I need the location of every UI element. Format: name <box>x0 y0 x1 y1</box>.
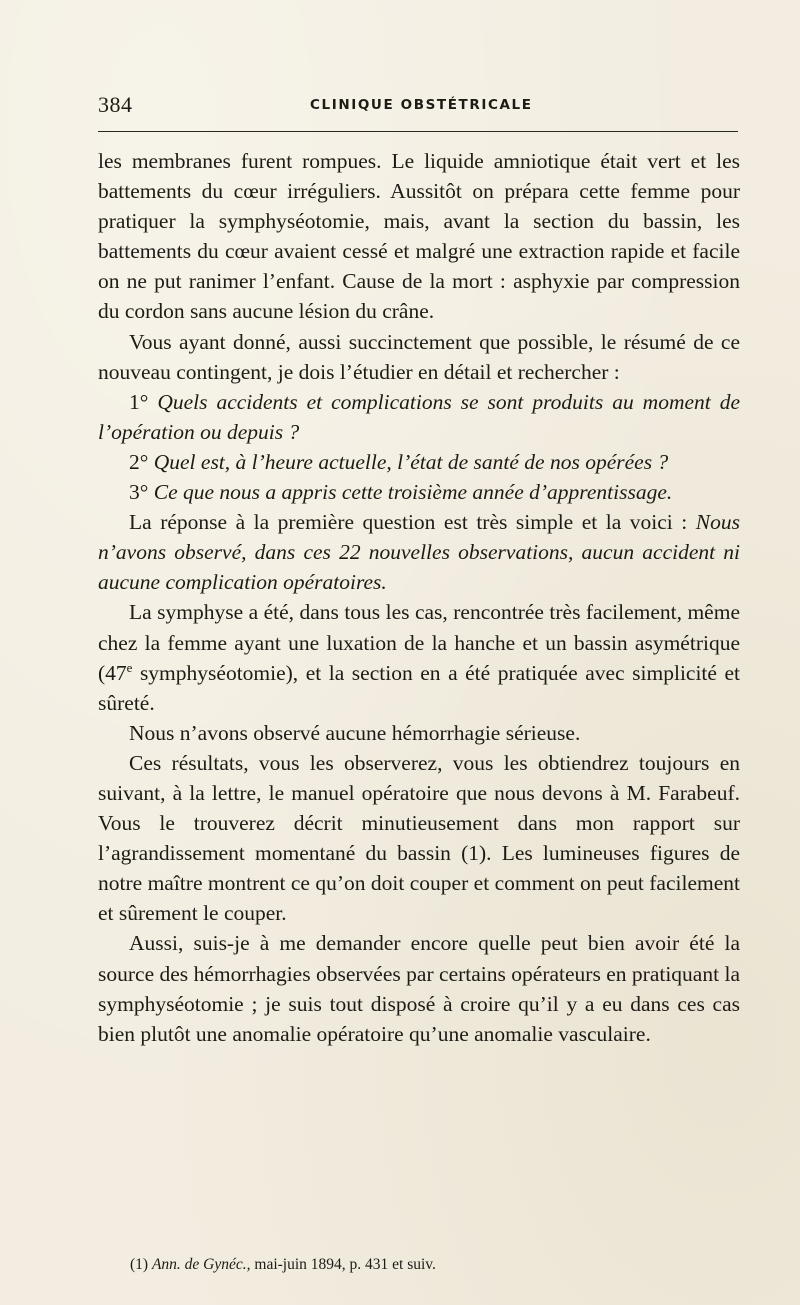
paragraph-answer <box>98 507 740 597</box>
paragraph-hemorrhage: Nous n’avons observé aucune hémorrhagie sérieuse. <box>129 720 581 745</box>
body-text <box>98 146 740 1049</box>
page-number: 384 <box>98 92 133 117</box>
question-3 <box>98 477 740 507</box>
question-1-number: 1° <box>129 389 149 414</box>
question-2 <box>98 447 740 477</box>
answer-lead: La réponse à la première question est très simple et la voici : <box>129 510 688 535</box>
symphyse-text-b: symphyséotomie), et la section en a été pratiquée avec simplicité et sûreté. <box>98 660 740 715</box>
symphyse-superscript: e <box>126 660 133 675</box>
paragraph-continuation: les membranes furent rompues. Le liquide amniotique était vert et les battements du cœur irréguliers. Aussitôt on prépara cette femme pour pratiquer la symphyséotomie, mais, avant la section du bassin, les battements du cœur avaient cessé et malgré une extraction rapide et facile on ne put ranimer l’enfant. Cause de la mort : asphyxie par compression du cordon sans aucune lésion du crâne. <box>98 149 740 324</box>
question-2-number: 2° <box>129 449 149 474</box>
footnote-journal: Ann. de Gynéc., <box>151 1256 251 1273</box>
page-header <box>98 92 738 122</box>
question-2-text: Quel est, à l’heure actuelle, l’état de santé de nos opérées ? <box>153 449 669 474</box>
question-3-number: 3° <box>129 480 149 505</box>
paragraph-conclusion: Aussi, suis-je à me demander encore quelle peut bien avoir été la source des hémorrhagies observées par certains opérateurs en pratiquant la symphyséotomie ; je suis tout disposé à croire qu’il y a eu dans ces cas bien plutôt une anomalie opératoire qu’une anomalie vasculaire. <box>98 931 740 1046</box>
paragraph-summary: Vous ayant donné, aussi succinctement que possible, le résumé de ce nouveau contingent, je dois l’étudier en détail et rechercher : <box>98 329 740 384</box>
question-1-text: Quels accidents et complications se sont produits au moment de l’opération ou depuis ? <box>98 389 740 444</box>
header-rule <box>98 131 738 132</box>
question-1 <box>98 387 740 447</box>
footnote-reference: mai-juin 1894, p. 431 et suiv. <box>254 1256 436 1273</box>
question-3-text: Ce que nous a appris cette troisième année d’apprentissage. <box>153 480 673 505</box>
answer-italic: Nous n’avons observé, dans ces 22 nouvelles observations, aucun accident ni aucune complication opératoires. <box>98 510 740 595</box>
symphyse-text-a: La symphyse a été, dans tous les cas, rencontrée très facilement, même chez la femme ayant une luxation de la hanche et un bassin asymétrique (47 <box>98 600 740 685</box>
paragraph-results: Ces résultats, vous les observerez, vous les obtiendrez toujours en suivant, à la lettre, le manuel opératoire que nous devons à M. Farabeuf. Vous le trouverez décrit minutieusement dans mon rapport sur l’agrandissement momentané du bassin (1). Les lumineuses figures de notre maître montrent ce qu’on doit couper et comment on peut facilement et sûrement le couper. <box>98 750 740 926</box>
paragraph-symphyse <box>98 597 740 717</box>
footnote-marker: (1) <box>130 1256 149 1273</box>
running-title: CLINIQUE OBSTÉTRICALE <box>310 97 533 113</box>
footnote <box>130 1256 436 1274</box>
